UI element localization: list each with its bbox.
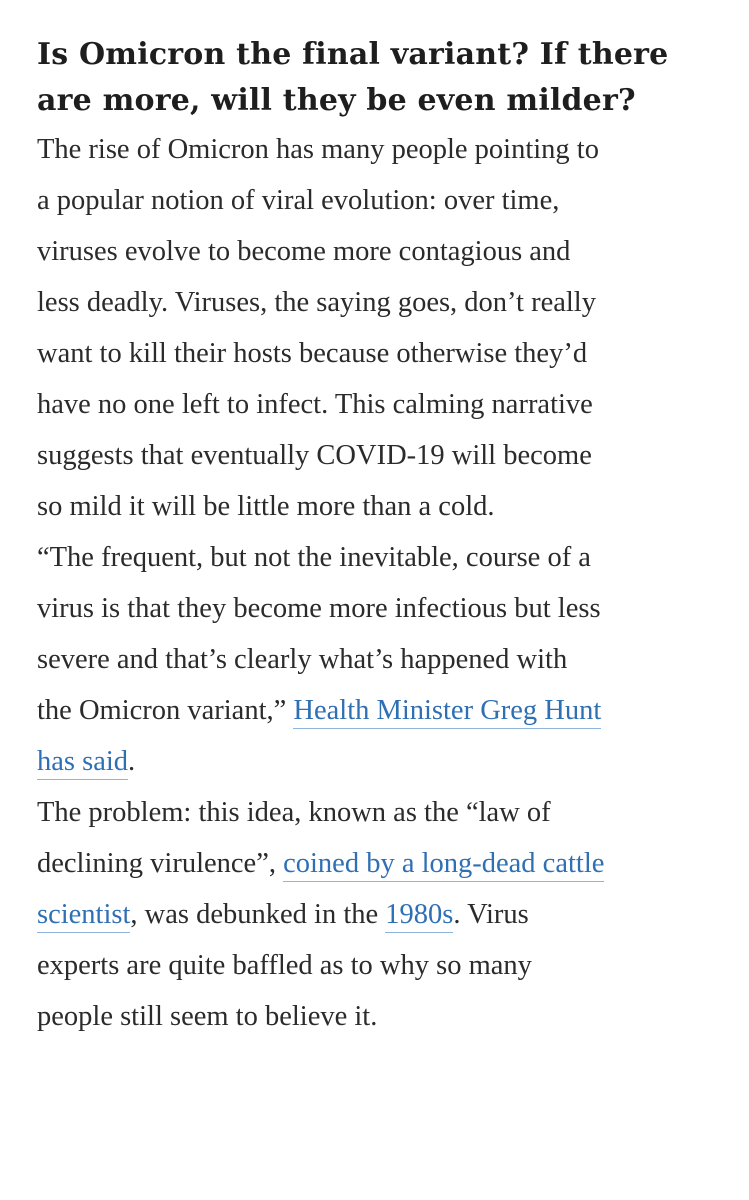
text-line: virus is that they become more infectious but less — [37, 593, 601, 624]
text-line: a popular notion of viral evolution: over time, — [37, 185, 560, 216]
text-fragment: the Omicron variant,” — [37, 695, 294, 726]
text-fragment: declining virulence”, — [37, 848, 284, 879]
paragraph-intro — [37, 124, 737, 532]
text-line — [37, 889, 737, 940]
text-line: so mild it will be little more than a cold. — [37, 491, 495, 522]
text-line: people still seem to believe it. — [37, 1001, 378, 1032]
text-line: severe and that’s clearly what’s happened with — [37, 644, 568, 675]
text-line — [37, 736, 737, 787]
paragraph-problem — [37, 787, 737, 1042]
text-line: want to kill their hosts because otherwise they’d — [37, 338, 588, 369]
text-line — [37, 685, 737, 736]
text-line: suggests that eventually COVID-19 will become — [37, 440, 592, 471]
heading-line: are more, will they be even milder? — [37, 83, 636, 118]
text-line — [37, 838, 737, 889]
link-1980s[interactable]: 1980s — [385, 899, 453, 933]
link-health-minister[interactable]: Health Minister Greg Hunt — [293, 695, 601, 729]
link-has-said[interactable]: has said — [37, 746, 128, 780]
article-body — [37, 32, 737, 1042]
text-fragment: . — [128, 746, 136, 777]
text-line: The rise of Omicron has many people pointing to — [37, 134, 599, 165]
text-line: “The frequent, but not the inevitable, course of a — [37, 542, 591, 573]
heading-line: Is Omicron the final variant? If there — [37, 37, 669, 72]
text-line: less deadly. Viruses, the saying goes, don’t really — [37, 287, 596, 318]
text-line: experts are quite baffled as to why so many — [37, 950, 532, 981]
paragraph-quote — [37, 532, 737, 787]
link-cattle-scientist[interactable]: coined by a long-dead cattle — [283, 848, 604, 882]
text-line: The problem: this idea, known as the “law of — [37, 797, 551, 828]
section-heading — [37, 32, 737, 124]
text-line: have no one left to infect. This calming narrative — [37, 389, 593, 420]
text-line: viruses evolve to become more contagious and — [37, 236, 571, 267]
text-fragment: . Virus — [453, 899, 529, 930]
link-cattle-scientist-cont[interactable]: scientist — [37, 899, 130, 933]
text-fragment: , was debunked in the — [130, 899, 386, 930]
